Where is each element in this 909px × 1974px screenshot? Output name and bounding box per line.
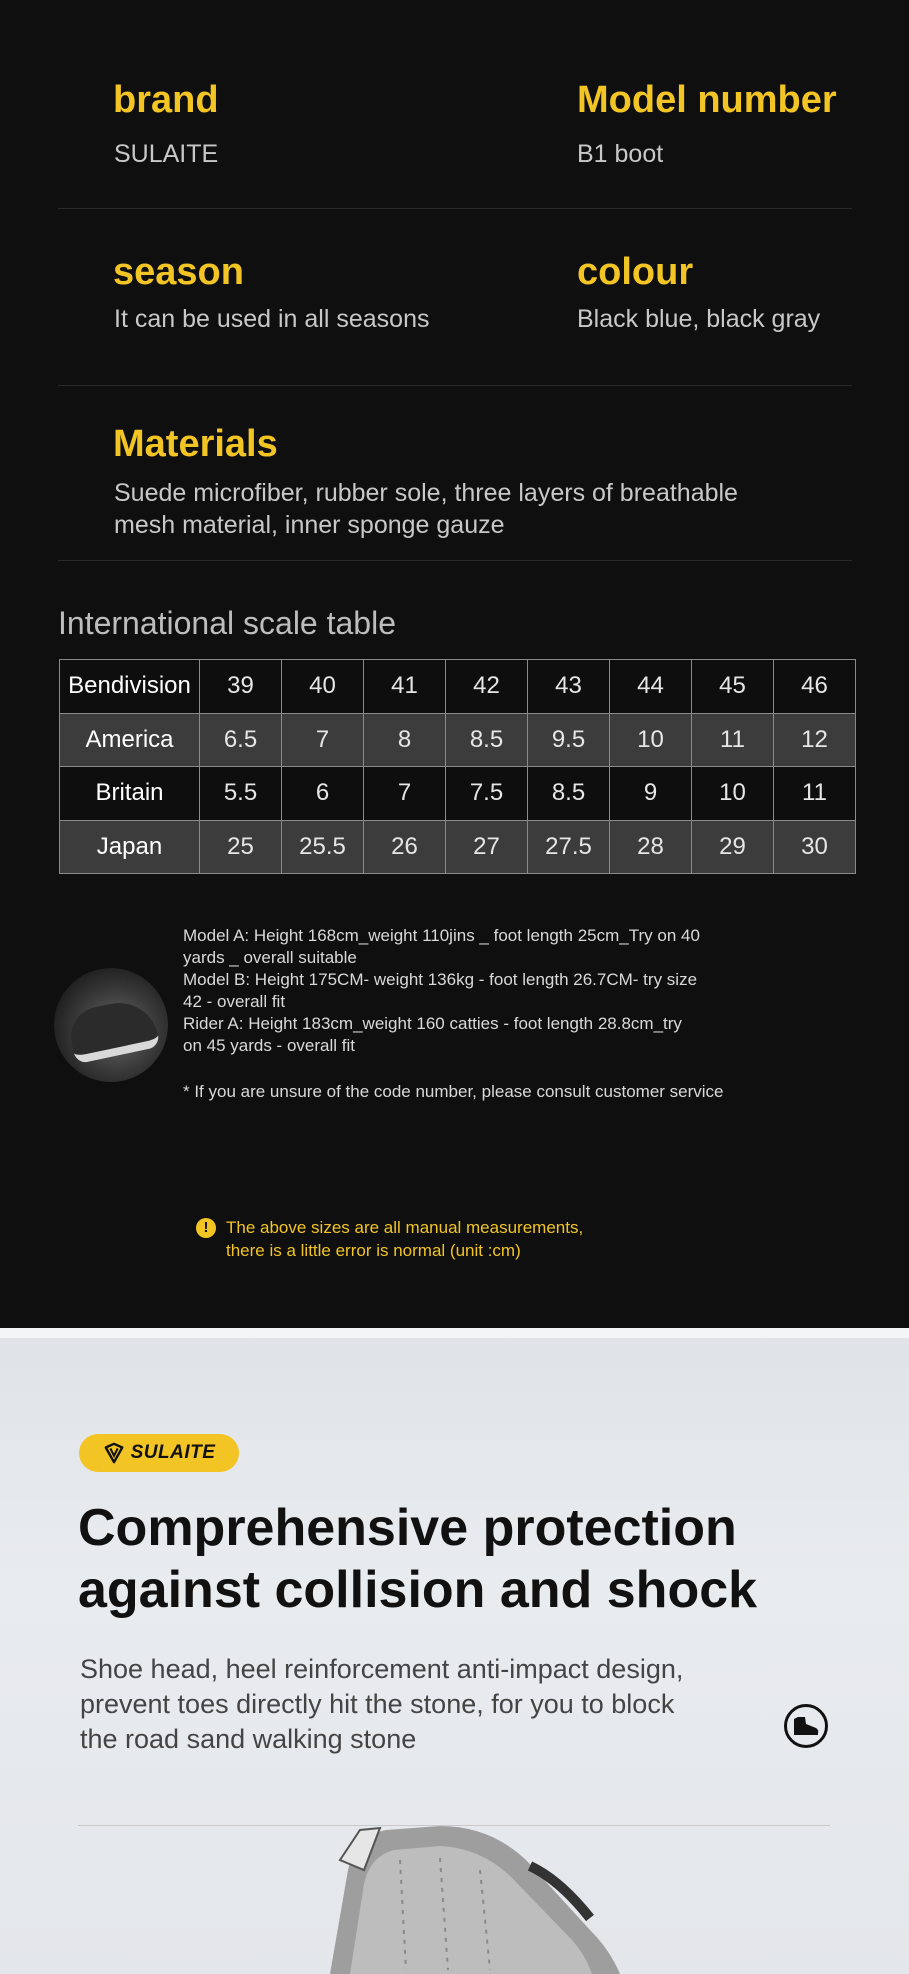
- model-line: on 45 yards - overall fit: [183, 1036, 355, 1055]
- table-cell: 7: [364, 767, 446, 821]
- table-cell: 8: [364, 713, 446, 767]
- table-cell: 7: [282, 713, 364, 767]
- protection-description: [80, 1652, 780, 1757]
- materials-line-2: mesh material, inner sponge gauze: [114, 511, 505, 539]
- table-cell: 9.5: [528, 713, 610, 767]
- model-line: Model A: Height 168cm_weight 110jins _ foot length 25cm_Try on 40: [183, 926, 700, 945]
- table-cell: 5.5: [200, 767, 282, 821]
- boot-glyph-icon: [792, 1715, 820, 1737]
- brand-value: SULAITE: [114, 140, 219, 168]
- table-row: [60, 767, 856, 821]
- model-line: 42 - overall fit: [183, 992, 286, 1011]
- shield-logo-icon: [103, 1442, 125, 1464]
- title-line: Comprehensive protection: [78, 1499, 737, 1557]
- table-cell: 9: [610, 767, 692, 821]
- description-line: the road sand walking stone: [80, 1724, 417, 1754]
- table-cell: 10: [692, 767, 774, 821]
- model-heading: Model number: [577, 79, 837, 121]
- model-line: Model B: Height 175CM- weight 136kg - foot length 26.7CM- try size: [183, 970, 698, 989]
- table-cell: 11: [692, 713, 774, 767]
- scale-title: International scale table: [58, 605, 396, 641]
- table-cell: 39: [200, 660, 282, 714]
- table-cell: 28: [610, 820, 692, 874]
- table-cell: 8.5: [528, 767, 610, 821]
- title-line: against collision and shock: [78, 1561, 758, 1619]
- boot-icon: [784, 1704, 828, 1748]
- table-cell: 41: [364, 660, 446, 714]
- brand-badge-label: SULAITE: [130, 1442, 216, 1463]
- season-value: It can be used in all seasons: [114, 305, 430, 333]
- table-row: [60, 660, 856, 714]
- materials-heading: Materials: [113, 423, 278, 465]
- materials-line-1: Suede microfiber, rubber sole, three layers of breathable: [114, 479, 738, 507]
- protection-title: [78, 1497, 818, 1621]
- table-cell: 6: [282, 767, 364, 821]
- exclamation-icon: !: [196, 1218, 216, 1238]
- shoe-icon: [66, 996, 161, 1065]
- table-cell: 45: [692, 660, 774, 714]
- table-cell: 7.5: [446, 767, 528, 821]
- table-row: [60, 713, 856, 767]
- warning-line: there is a little error is normal (unit :cm): [226, 1241, 521, 1260]
- brand-badge: [79, 1434, 239, 1472]
- table-cell: 27.5: [528, 820, 610, 874]
- description-line: prevent toes directly hit the stone, for you to block: [80, 1689, 675, 1719]
- divider: [58, 385, 852, 386]
- row-label: Japan: [60, 820, 200, 874]
- table-cell: 6.5: [200, 713, 282, 767]
- model-line: yards _ overall suitable: [183, 948, 357, 967]
- table-cell: 44: [610, 660, 692, 714]
- table-cell: 27: [446, 820, 528, 874]
- divider: [58, 208, 852, 209]
- table-cell: 25.5: [282, 820, 364, 874]
- shoe-product-image: [290, 1800, 650, 1974]
- table-cell: 40: [282, 660, 364, 714]
- table-row: [60, 820, 856, 874]
- divider: [58, 560, 852, 561]
- table-cell: 43: [528, 660, 610, 714]
- row-label: America: [60, 713, 200, 767]
- model-fit-notes: [183, 925, 773, 1057]
- colour-heading: colour: [577, 251, 694, 293]
- row-label: Britain: [60, 767, 200, 821]
- table-cell: 42: [446, 660, 528, 714]
- brand-heading: brand: [113, 79, 219, 121]
- shoe-thumbnail: [54, 968, 168, 1082]
- model-value: B1 boot: [577, 140, 664, 168]
- table-cell: 10: [610, 713, 692, 767]
- table-cell: 11: [774, 767, 856, 821]
- row-label: Bendivision: [60, 660, 200, 714]
- table-cell: 8.5: [446, 713, 528, 767]
- table-cell: 25: [200, 820, 282, 874]
- table-cell: 26: [364, 820, 446, 874]
- model-line: Rider A: Height 183cm_weight 160 catties - foot length 28.8cm_try: [183, 1014, 682, 1033]
- size-note: * If you are unsure of the code number, please consult customer service: [183, 1082, 724, 1101]
- table-cell: 12: [774, 713, 856, 767]
- season-heading: season: [113, 251, 244, 293]
- table-cell: 46: [774, 660, 856, 714]
- measurement-warning: [196, 1216, 583, 1262]
- section-gap: [0, 1328, 909, 1338]
- warning-line: The above sizes are all manual measurements,: [226, 1218, 584, 1237]
- size-scale-table: [59, 659, 856, 874]
- table-cell: 30: [774, 820, 856, 874]
- colour-value: Black blue, black gray: [577, 305, 821, 333]
- warning-text: [226, 1216, 583, 1262]
- table-cell: 29: [692, 820, 774, 874]
- description-line: Shoe head, heel reinforcement anti-impact design,: [80, 1654, 684, 1684]
